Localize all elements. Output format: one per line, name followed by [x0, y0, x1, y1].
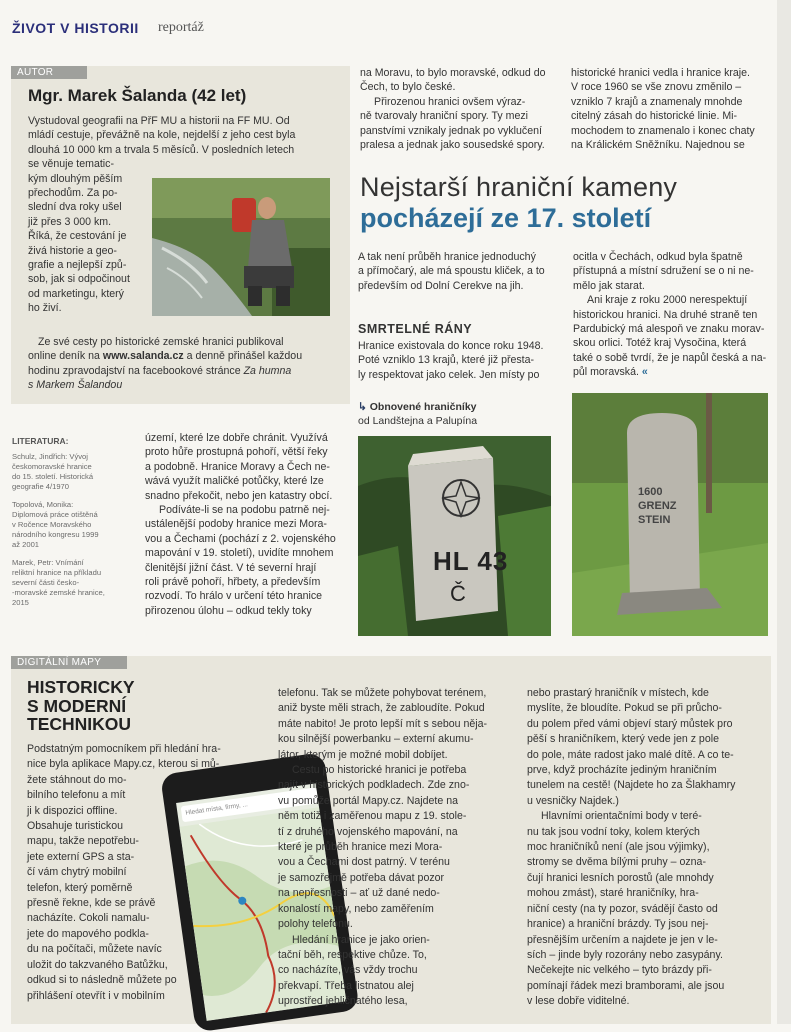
bio-line: již přes 3 000 km. — [28, 215, 112, 228]
text-line: Čech, to bylo české. — [360, 81, 456, 94]
ref-line: až 2001 — [12, 540, 40, 549]
text-line: ustálenější podoby hranice mezi Mora- — [145, 518, 327, 531]
bio-line: slední dva roky ušel — [28, 201, 122, 214]
text-line: u vesničky Najdek.) — [527, 794, 619, 807]
text-line: nice byla aplikace Mapy.cz, kterou si mů- — [27, 758, 220, 771]
column-right-top — [571, 66, 776, 152]
bio-line: od marketingu, který — [28, 287, 124, 300]
text-line: A tak není průběh hranice jednoduchý — [358, 251, 536, 263]
bio-line: sob, jak si odpočinout — [28, 273, 130, 286]
text-line: telefon, který poměrně — [27, 881, 133, 894]
p2-text: hodinu zpravodajství na facebookové stránce — [28, 364, 241, 377]
digital-col-3 — [527, 686, 772, 1010]
subhead-smrtelne-rany: SMRTELNÉ RÁNY — [358, 322, 473, 336]
text-line: žete stáhnout do mo- — [27, 773, 127, 786]
text-line: Podstatným pomocníkem při hledání hra- — [27, 743, 221, 755]
text-line: skou orlici. Totéž kraj Vysočina, která — [573, 337, 747, 350]
ref-line: Diplomová práce otištěná — [12, 510, 98, 519]
bio-line: Vystudoval geografii na PřF MU a historii na FF MU. Od — [28, 115, 290, 127]
text-line: ocitla v Čechách, odkud byla špatně — [573, 251, 743, 263]
text-line: přesně řekne, kde se právě — [27, 897, 156, 910]
text-line: přihlášení otevřít i v mobilním — [27, 989, 165, 1002]
text-line: Hranice existovala do konce roku 1948. — [358, 340, 544, 352]
text-line: Ani kraje z roku 2000 nerespektují — [587, 294, 748, 307]
column-stones-right — [573, 250, 778, 380]
text-line: odkud si to následně můžete po — [27, 974, 177, 987]
text-line: je samozřejmě potřeba dávat pozor — [278, 871, 445, 884]
text-line: látor, kterým je možné mobil dobíjet. — [278, 748, 448, 761]
text-line: Nečekejte nic velkého – tyto brázdy při- — [527, 964, 712, 977]
text-line: pěší s hraničníkem, který vede jen z pole — [527, 733, 719, 746]
author-label: AUTOR — [11, 66, 87, 79]
text-line: du na počítači, můžete navíc — [27, 943, 162, 956]
column-middle-top — [360, 66, 560, 152]
text-line: uložit do takzvaného Batůžku, — [27, 958, 168, 971]
text-line: a podobně. Hranice Moravy a Čech ne- — [145, 460, 330, 473]
text-line: roli právě pohoří, hřbety, a především — [145, 576, 321, 589]
bio-line: grafie a nejlepší způ- — [28, 259, 127, 272]
text-line: Hledání hranice je jako orien- — [292, 933, 430, 946]
text-line: pralesa a jednak jako sousedské spory. — [360, 139, 545, 152]
text-line: mapování v 19. století), uvidíte mnohem — [145, 547, 334, 560]
text-line: rozvodí. To hrálo v určení této hranice — [145, 590, 323, 603]
text-line: území, které lze dobře chránit. Využívá — [145, 432, 328, 444]
text-line: mochodem to znamenalo i konec chaty — [571, 124, 755, 137]
ref-line: Marek, Petr: Vnímání — [12, 558, 84, 567]
text-line: přístupná a místní sdružení se o ni ne- — [573, 265, 754, 278]
text-line: V roce 1960 se vše znovu změnilo – — [571, 81, 742, 94]
text-line: niční cesty (na ty pozor, svádějí často od — [527, 902, 718, 915]
ref-line: do 15. století. Historická — [12, 472, 94, 481]
stone-line: 1600 — [638, 486, 663, 498]
bio-line: ho živí. — [28, 302, 62, 315]
text-line: moc hraničníků není (ale jsou výjimky), — [527, 841, 710, 854]
p2-text: online deník na — [28, 350, 100, 363]
text-line: Hlavními orientačními body v teré- — [541, 810, 702, 823]
digital-maps-label: DIGITÁLNÍ MAPY — [11, 656, 127, 669]
text-line: telefonu. Tak se můžete pohybovat terénem, — [278, 687, 487, 699]
author-name: Mgr. Marek Šalanda (42 let) — [28, 86, 247, 105]
text-line: máte nabito! Je proto lepší mít s sebou něja- — [278, 717, 488, 730]
stone-inscription-sub: Č — [450, 581, 466, 606]
text-line: wává využít maličké potůčky, které lze — [145, 475, 324, 488]
ref-line: -moravské zemské hranice, — [12, 588, 105, 597]
text-line: du polem před vámi objeví starý můstek pro — [527, 717, 733, 730]
photo-caption — [358, 400, 558, 428]
text-line: ji k dispozici offline. — [27, 804, 118, 817]
text-line: kou silnější powerbanku – externí akumu- — [278, 733, 474, 746]
text-line: Přirozenou hranici ovšem výraz- — [374, 95, 526, 108]
text-line: čují hranici lesních porostů (ale mnohdy — [527, 871, 714, 884]
boundary-stone-photo-1 — [358, 436, 551, 636]
ref-line: českomoravské hranice — [12, 462, 92, 471]
text-line: na Moravu, to bylo moravské, odkud do — [360, 67, 546, 79]
column-death — [358, 339, 563, 382]
p2-line — [28, 378, 344, 392]
caption-rest: od Landštejna a Palupína — [358, 415, 478, 427]
stone-inscription: HL 43 — [433, 546, 509, 576]
caption-bold: Obnovené hraničníky — [369, 401, 477, 413]
text-line: prve, když procházíte jediným hraničním — [527, 764, 717, 777]
text-line: členitější jižní část. V té severní hrají — [145, 561, 317, 574]
text-line: Podíváte-li se na podobu patrně nej- — [159, 504, 330, 517]
title-line: S MODERNÍ — [27, 695, 127, 716]
text-line: jete do mapového podkla- — [27, 927, 149, 940]
text-line: najít v historických podkladech. Zde zno- — [278, 779, 470, 792]
text-line: polohy telefonu. — [278, 918, 353, 931]
title-line: HISTORICKY — [27, 677, 135, 697]
text-line: na nepřesnosti – ať už dané nedo- — [278, 887, 440, 900]
text-line: překvapí. Třeba listnatou alej — [278, 979, 414, 992]
text-line-last — [573, 365, 778, 379]
text-line: Pardubický má alespoň ve znaku morav- — [573, 323, 765, 336]
text-line: také o sobě tvrdí, že je napůl česká a na- — [573, 351, 767, 364]
headline-line-1: Nejstarší hraniční kameny — [360, 172, 678, 202]
text-line: a přímočarý, ale má spoustu kliček, a to — [358, 265, 545, 278]
text-line: na Králickém Sněžníku. Najednou se — [571, 139, 745, 152]
text-line: stromy se dvěma bílými pruhy – ozna- — [527, 856, 706, 869]
text-line: přesnějším určením a najdete je jen v le- — [527, 933, 718, 946]
caption-line — [358, 400, 558, 414]
digital-col-2 — [278, 686, 518, 1010]
text-line: historickou hranici. Na druhé straně ten — [573, 308, 758, 321]
text-line: historické hranici vedla i hranice kraje. — [571, 67, 750, 79]
headline-line-2: pocházejí ze 17. století — [360, 203, 652, 233]
text-line: do pole, máte radost jako malé dítě. A co te- — [527, 748, 734, 761]
column-stones-left — [358, 250, 563, 293]
title-line: TECHNIKOU — [27, 714, 132, 734]
p2-line — [28, 364, 344, 378]
p2-text: a denně přinášel každou — [186, 350, 303, 363]
literature-list — [12, 452, 132, 608]
text-span: půl moravská. — [573, 366, 639, 379]
bio-line: živá historie a geo- — [28, 244, 117, 257]
ref-line: Schulz, Jindřich: Vývoj — [12, 452, 88, 461]
boundary-stone-photo-2 — [572, 393, 768, 636]
text-line: čí vám chytrý mobilní — [27, 866, 127, 879]
stone-line: GRENZ — [638, 500, 677, 512]
text-line: tační běh, respektive chůze. To, — [278, 948, 427, 961]
p2-line: Ze své cesty po historické zemské hranici publikoval — [38, 336, 284, 348]
text-line: sích – jinde byly rozorány nebo zasypány. — [527, 948, 723, 961]
bio-line: se věnuje tematic- — [28, 158, 114, 171]
text-line: v lese dobře viditelné. — [527, 995, 630, 1008]
ref-line: reliktní hranice na příkladu — [12, 568, 102, 577]
text-line: konalostí mapy, nebo zaměřením — [278, 902, 434, 915]
section-header: ŽIVOT V HISTORII — [12, 20, 139, 36]
text-line: vou a Čechami dost patrný. V terénu — [278, 856, 450, 869]
text-line: vou a Čechami (pochází z 2. vojenského — [145, 532, 336, 545]
ref-line: geografie 4/1970 — [12, 482, 70, 491]
text-line: mělo jak starat. — [573, 279, 645, 292]
text-line: jete externí GPS a sta- — [27, 850, 135, 863]
text-line: panstvími vznikaly jednak po vyklučení — [360, 124, 542, 137]
text-line: aniž byste měli strach, že zabloudíte. Pokud — [278, 702, 485, 715]
text-line: ně tvarovaly hraniční spory. Ty mezi — [360, 110, 528, 123]
facebook-page-title: Za humna — [243, 364, 292, 377]
bio-line: dlouhá 10 000 km a trvala 5 měsíců. V posledních letech — [28, 143, 295, 156]
facebook-page-title: s Markem Šalandou — [28, 379, 123, 392]
p2-line — [28, 349, 344, 363]
text-line: co nacházíte, vás vždy trochu — [278, 964, 418, 977]
text-line: proto hůře prostupná pohoří, větší řeky — [145, 446, 328, 459]
ref-line: Topolová, Monika: — [12, 500, 74, 509]
website-link[interactable]: www.salanda.cz — [102, 350, 184, 363]
subsection-header: reportáž — [158, 20, 204, 35]
ref-line: severní části česko- — [12, 578, 80, 587]
text-line: uprostřed jehličnatého lesa, — [278, 995, 408, 1008]
text-line: ly respektovat jako celek. Jen místy po — [358, 368, 540, 381]
text-line: Cestu po historické hranici je potřeba — [292, 764, 467, 777]
text-line: myslíte, že bloudíte. Pokud se při průcho- — [527, 702, 722, 715]
text-line: mapu, takže nepotřebu- — [27, 835, 139, 848]
ref-line: 2015 — [12, 598, 29, 607]
ref-line: v Ročence Moravského — [12, 520, 92, 529]
literature-title: LITERATURA: — [12, 436, 69, 446]
text-line: vzniklo 7 krajů a znamenaly mnohde — [571, 95, 743, 108]
end-mark: « — [641, 366, 648, 379]
literature-ref — [12, 500, 132, 550]
digital-maps-title — [27, 678, 135, 734]
map-search-bar[interactable]: Hledat místa, firmy, ... — [181, 787, 319, 822]
text-line: především od Dolní Cerekve na jih. — [358, 279, 524, 292]
bio-line: přechodům. Za po- — [28, 187, 118, 200]
author-p2 — [28, 335, 344, 393]
text-line: které je průběh hranice mezi Mora- — [278, 841, 443, 854]
text-line: nacházíte. Cokoli namalu- — [27, 912, 150, 925]
stone-inscription-2 — [638, 485, 677, 527]
text-line: vu pomůže portál Mapy.cz. Najdete na — [278, 794, 458, 807]
text-line: pomínají řádek mezi bramborami, ale jsou — [527, 979, 725, 992]
text-line: tunelem na cestě! (Najdete ho za Šlakhamry — [527, 779, 736, 792]
author-photo — [152, 178, 330, 316]
text-line: něm totiž i zaměřenou mapu z 19. stole- — [278, 810, 467, 823]
text-line: Obsahuje turistickou — [27, 820, 123, 833]
text-line: nu tak jsou vodní toky, kolem kterých — [527, 825, 700, 838]
ref-line: národního kongresu 1999 — [12, 530, 99, 539]
text-line: Poté vzniklo 13 krajů, které již přesta- — [358, 354, 535, 367]
text-line: citelný zásah do historické linie. Mi- — [571, 110, 738, 123]
bio-line: kým dlouhým pěším — [28, 172, 123, 185]
page-edge — [777, 0, 791, 1024]
text-line: snadno překočit, nebo jen katastry obcí. — [145, 489, 333, 502]
text-line: tí z druhého vojenského mapování, na — [278, 825, 458, 838]
text-line: nebo prastarý hraničník v místech, kde — [527, 687, 709, 699]
text-line: mohou zmást), staré hraničníky, hra- — [527, 887, 699, 900]
text-line: přirozenou úlohu – odkud tekly toky — [145, 604, 312, 617]
column-middle-bottom — [145, 431, 350, 618]
bio-line: mládí cestuje, převážně na kole, nejdelší z jeho cest byla — [28, 129, 296, 142]
literature-ref — [12, 558, 132, 608]
bio-line: Říká, že cestování je — [28, 230, 127, 243]
text-line: hranice) a hraniční brázdy. Ty jsou nej- — [527, 918, 709, 931]
text-line: bilního telefonu a mít — [27, 789, 126, 802]
literature-ref — [12, 452, 132, 492]
stone-line: STEIN — [638, 514, 671, 526]
arrow-icon: ↳ — [358, 401, 367, 413]
